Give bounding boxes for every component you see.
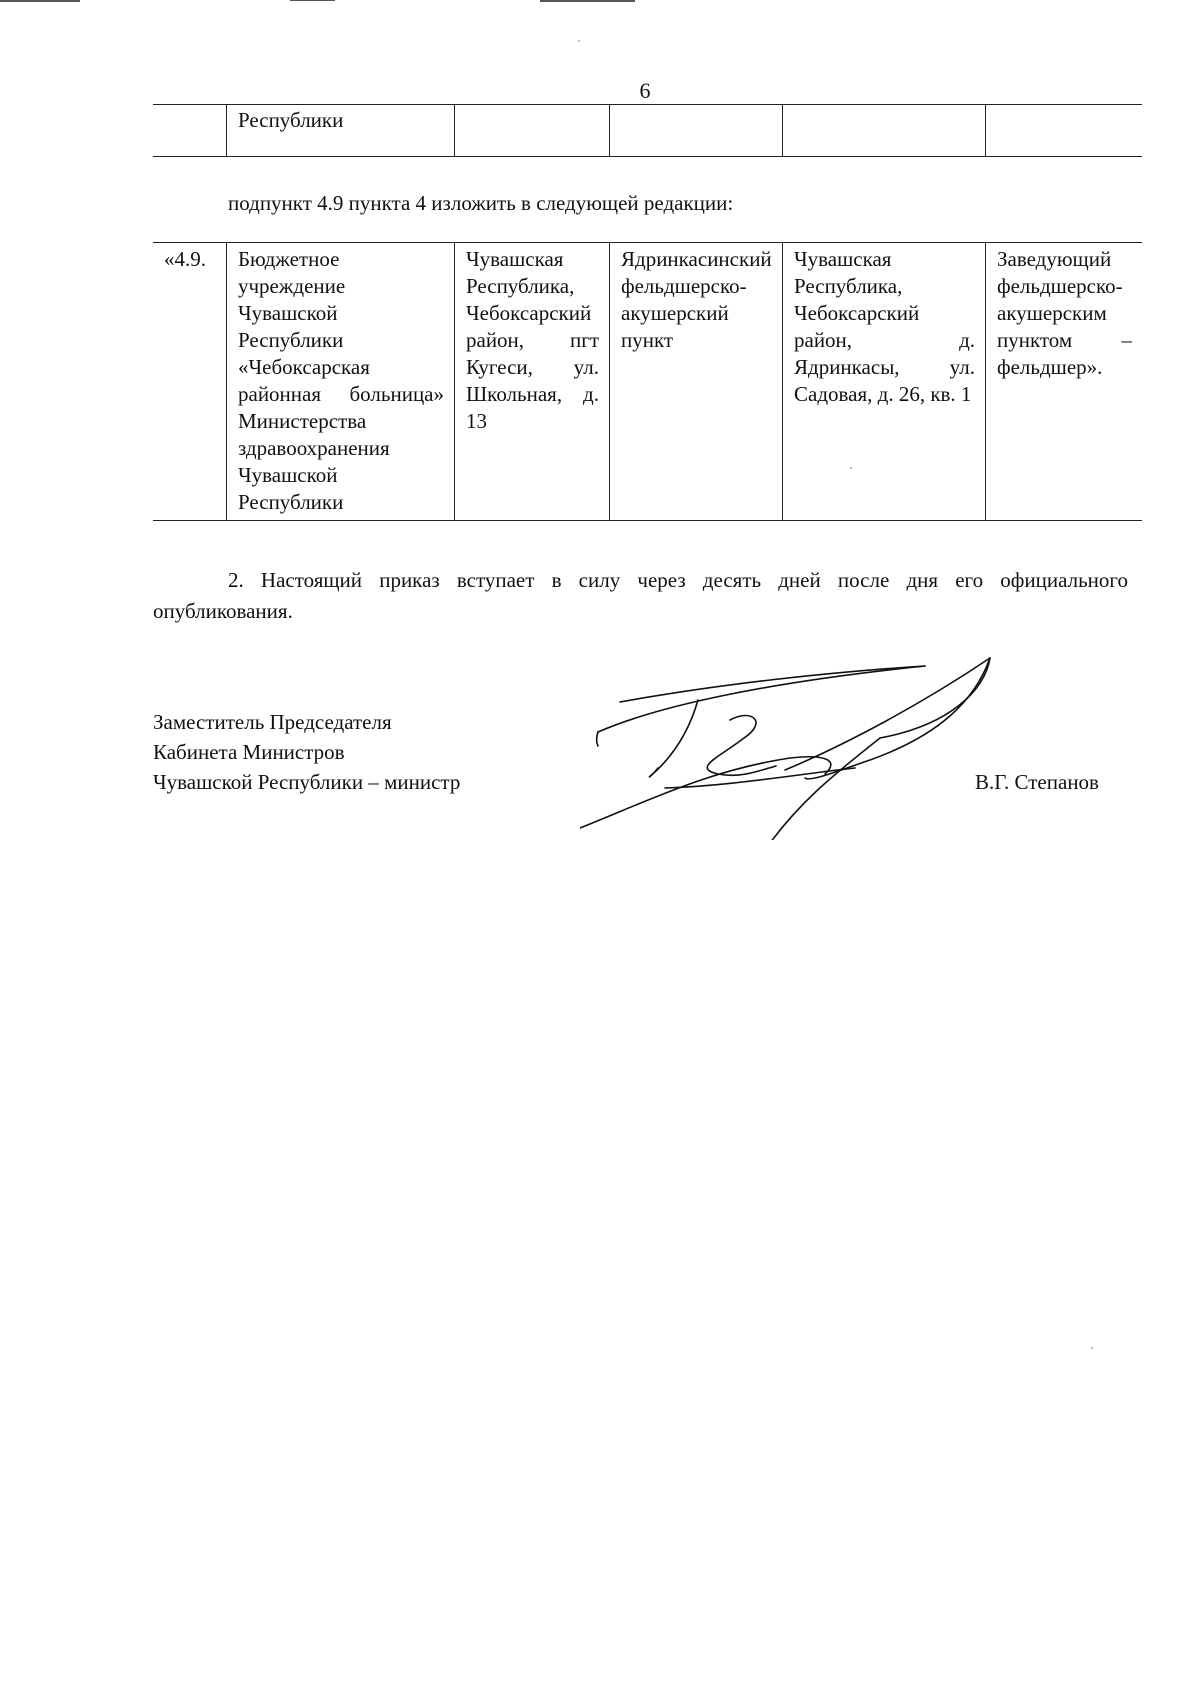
amendment-table: [153, 242, 1142, 521]
scan-speck: [850, 467, 852, 469]
scan-speck: [1091, 1347, 1093, 1349]
continuation-table: [153, 104, 1142, 157]
scan-edge-mark: [540, 0, 635, 2]
page-number: 6: [639, 78, 651, 103]
signatory-title-line: Заместитель Председателя: [153, 710, 392, 734]
signatory-title: [153, 707, 460, 797]
table-cell-position: Заведующий фельдшерско-акушерским пунктом – фельдшер».: [986, 243, 1143, 521]
table-cell-institution: Бюджетное учреждение Чувашской Республики «Чебоксарская районная больница» Министерства здравоохранения Чувашской Республики: [227, 243, 455, 521]
scan-edge-mark: [290, 0, 335, 1]
table-cell-unit: [610, 105, 783, 157]
table-cell-unit: Ядринкасинский фельдшерско-акушерский пункт: [610, 243, 783, 521]
table-cell-number: «4.9.: [153, 243, 227, 521]
signature-image: [580, 650, 1030, 840]
table-cell-institution-address: [455, 105, 610, 157]
signatory-title-line: Чувашской Республики – министр: [153, 770, 461, 794]
table-cell-institution-address: Чувашская Республика, Чебоксарский район, пгт Кугеси, ул. Школьная, д. 13: [455, 243, 610, 521]
table-cell-unit-address: Чувашская Республика, Чебоксарский район, д. Ядринкасы, ул. Садовая, д. 26, кв. 1: [783, 243, 986, 521]
signatory-title-line: Кабинета Министров: [153, 740, 345, 764]
table-row: [153, 243, 1142, 521]
table-row: [153, 105, 1142, 157]
table-cell-unit-address: [783, 105, 986, 157]
table-cell-institution: Республики: [227, 105, 455, 157]
clause-2: 2. Настоящий приказ вступает в силу через десять дней после дня его официального опубликования.: [153, 568, 1128, 623]
signatory-name: В.Г. Степанов: [975, 770, 1099, 794]
scan-speck: [578, 40, 580, 42]
scan-edge-mark: [0, 0, 80, 2]
table-cell-position: [986, 105, 1143, 157]
intro-line: подпункт 4.9 пункта 4 изложить в следующей редакции:: [228, 191, 734, 215]
table-cell-number: [153, 105, 227, 157]
